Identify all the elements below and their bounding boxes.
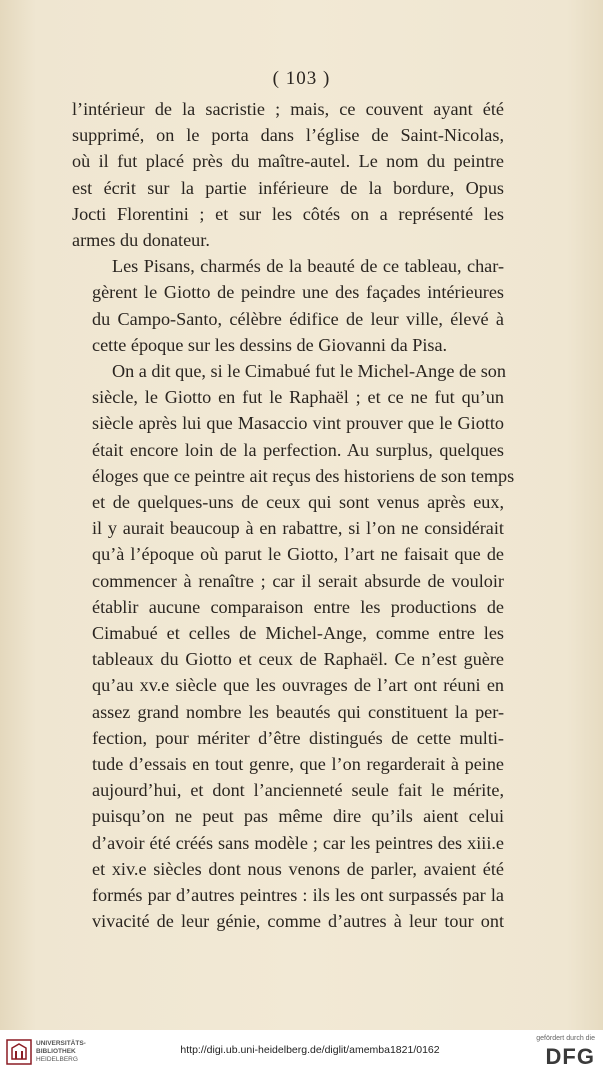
text-line: l’intérieur de la sacristie ; mais, ce couvent ayant été: [72, 99, 504, 119]
paragraph-1: [72, 96, 504, 253]
text-line: supprimé, on le porta dans l’église de Saint-Nicolas,: [72, 125, 504, 146]
text-line: éloges que ce peintre ait reçus des historiens de son temps: [92, 465, 515, 486]
text-line: cette époque sur les dessins de Giovanni da Pisa.: [92, 334, 448, 355]
text-line: établir aucune comparaison entre les productions de: [92, 596, 504, 617]
university-library-logo-icon: [6, 1039, 32, 1065]
text-line: Jocti Florentini ; et sur les côtés on a représenté les: [72, 203, 504, 224]
text-line: formés par d’autres peintres : ils les ont surpassés par la: [92, 885, 504, 906]
text-line: qu’à l’époque où parut le Giotto, l’art ne faisait que de: [92, 544, 504, 565]
permalink-url[interactable]: http://digi.ub.uni-heidelberg.de/diglit/amemba1821/0162: [180, 1044, 440, 1056]
dfg-logo: DFG: [545, 1044, 595, 1069]
viewer-footer: [0, 1030, 603, 1073]
text-line: Les Pisans, charmés de la beauté de ce tableau, char-: [112, 256, 504, 277]
text-line: tude d’essais en tout genre, que l’on regarderait à peine: [92, 754, 504, 775]
text-line: où il fut placé près du maître-autel. Le nom du peintre: [72, 151, 504, 172]
text-line: du Campo-Santo, célèbre édifice de leur ville, élevé à: [92, 308, 504, 329]
text-line: aujourd’hui, et dont l’ancienneté seule fait le mérite,: [92, 780, 504, 801]
text-line: est écrit sur la partie inférieure de la bordure, Opus: [72, 177, 504, 198]
text-line: il y aurait beaucoup à en rabattre, si l’on ne considérait: [92, 518, 504, 539]
text-line: On a dit que, si le Cimabué fut le Michel-Ange de son: [112, 361, 506, 382]
text-line: qu’au xv.e siècle que les ouvrages de l’art ont réuni en: [92, 675, 504, 696]
text-line: siècle après lui que Masaccio vint prouver que le Giotto: [92, 413, 504, 434]
body-text: [72, 96, 515, 935]
text-line: armes du donateur.: [72, 230, 210, 251]
text-line: gèrent le Giotto de peindre une des façades intérieures: [92, 282, 504, 303]
text-line: et xiv.e siècles dont nous venons de parler, avaient été: [92, 858, 504, 879]
text-line: d’avoir été créés sans modèle ; car les peintres des xiii.e: [92, 832, 504, 853]
text-line: fection, pour mériter d’être distingués de cette multi-: [92, 727, 504, 748]
paragraph-2: [72, 253, 504, 358]
text-line: et de quelques-uns de ceux qui sont venus après eux,: [92, 492, 504, 513]
library-name-line: BIBLIOTHEK: [36, 1048, 76, 1055]
text-line: puisqu’on ne peut pas même dire qu’ils aient celui: [92, 806, 504, 827]
text-line: était encore loin de la perfection. Au surplus, quelques: [92, 439, 504, 460]
funded-by-label: gefördert durch die: [536, 1035, 595, 1042]
text-line: Cimabué et celles de Michel-Ange, comme entre les: [92, 623, 504, 644]
library-name-line: UNIVERSITÄTS-: [36, 1040, 86, 1047]
library-name: [36, 1040, 86, 1064]
text-line: vivacité de leur génie, comme d’autres à leur tour ont: [92, 911, 504, 932]
text-line: assez grand nombre les beautés qui constituent la per-: [92, 701, 504, 722]
paragraph-3: [72, 358, 515, 934]
text-line: siècle, le Giotto en fut le Raphaël ; et ce ne fut qu’un: [92, 387, 504, 408]
page-number: ( 103 ): [272, 68, 331, 89]
library-name-line: HEIDELBERG: [36, 1056, 78, 1063]
text-line: commencer à renaître ; car il serait absurde de vouloir: [92, 570, 504, 591]
text-line: tableaux du Giotto et ceux de Raphaël. Ce n’est guère: [92, 649, 504, 670]
